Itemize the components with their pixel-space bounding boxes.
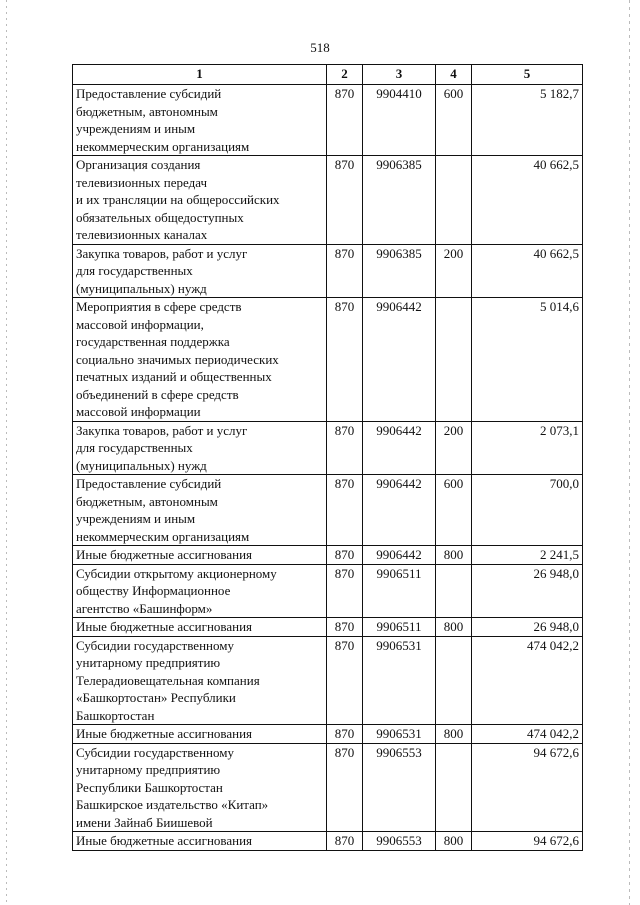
row-expense-type-cell: 800 [436, 546, 472, 565]
row-name-cell: Закупка товаров, работ и услуг для государственных (муниципальных) нужд [73, 244, 327, 298]
table-row [73, 743, 583, 832]
column-header-4: 4 [436, 65, 472, 85]
row-amount-cell: 94 672,6 [472, 832, 583, 851]
table-row [73, 156, 583, 245]
column-header-1: 1 [73, 65, 327, 85]
row-target-article-cell: 9906442 [363, 421, 436, 475]
column-header-3: 3 [363, 65, 436, 85]
row-amount-cell: 40 662,5 [472, 244, 583, 298]
row-code-cell: 870 [327, 832, 363, 851]
row-expense-type-cell [436, 564, 472, 618]
budget-table [72, 64, 583, 851]
row-name-cell: Субсидии государственному унитарному предприятию Республики Башкортостан Башкирское издательство «Китап» имени Зайнаб Биишевой [73, 743, 327, 832]
row-target-article-cell: 9904410 [363, 85, 436, 156]
table-body [73, 85, 583, 851]
row-amount-cell: 5 182,7 [472, 85, 583, 156]
table-row [73, 244, 583, 298]
row-name-cell: Организация создания телевизионных передач и их трансляции на общероссийских обязательных общедоступных телевизионных каналах [73, 156, 327, 245]
row-amount-cell: 2 241,5 [472, 546, 583, 565]
row-target-article-cell: 9906553 [363, 743, 436, 832]
row-amount-cell: 474 042,2 [472, 636, 583, 725]
row-target-article-cell: 9906511 [363, 564, 436, 618]
row-target-article-cell: 9906553 [363, 832, 436, 851]
row-amount-cell: 94 672,6 [472, 743, 583, 832]
header-row [73, 65, 583, 85]
table-row [73, 832, 583, 851]
row-name-cell: Мероприятия в сфере средств массовой информации, государственная поддержка социально значимых периодических печатных изданий и общественных объединений в сфере средств массовой информации [73, 298, 327, 422]
row-code-cell: 870 [327, 618, 363, 637]
row-code-cell: 870 [327, 475, 363, 546]
table-row [73, 475, 583, 546]
row-target-article-cell: 9906442 [363, 475, 436, 546]
row-expense-type-cell: 200 [436, 244, 472, 298]
row-amount-cell: 40 662,5 [472, 156, 583, 245]
page-number: 518 [310, 40, 330, 55]
row-target-article-cell: 9906442 [363, 546, 436, 565]
row-expense-type-cell [436, 156, 472, 245]
table-row [73, 85, 583, 156]
row-code-cell: 870 [327, 743, 363, 832]
table-row [73, 636, 583, 725]
row-name-cell: Предоставление субсидий бюджетным, автономным учреждениям и иным некоммерческим организациям [73, 85, 327, 156]
table-row [73, 421, 583, 475]
table-row [73, 564, 583, 618]
row-expense-type-cell: 600 [436, 475, 472, 546]
row-amount-cell: 26 948,0 [472, 564, 583, 618]
row-code-cell: 870 [327, 725, 363, 744]
row-target-article-cell: 9906385 [363, 156, 436, 245]
row-name-cell: Предоставление субсидий бюджетным, автономным учреждениям и иным некоммерческим организациям [73, 475, 327, 546]
row-expense-type-cell: 600 [436, 85, 472, 156]
row-code-cell: 870 [327, 564, 363, 618]
row-amount-cell: 26 948,0 [472, 618, 583, 637]
table-row [73, 725, 583, 744]
table-row [73, 298, 583, 422]
table-row [73, 546, 583, 565]
row-amount-cell: 2 073,1 [472, 421, 583, 475]
row-code-cell: 870 [327, 298, 363, 422]
row-target-article-cell: 9906531 [363, 636, 436, 725]
scan-edge-left [6, 0, 7, 905]
row-code-cell: 870 [327, 85, 363, 156]
row-amount-cell: 700,0 [472, 475, 583, 546]
row-code-cell: 870 [327, 421, 363, 475]
row-name-cell: Иные бюджетные ассигнования [73, 832, 327, 851]
row-name-cell: Иные бюджетные ассигнования [73, 546, 327, 565]
row-expense-type-cell [436, 636, 472, 725]
column-header-5: 5 [472, 65, 583, 85]
row-expense-type-cell: 800 [436, 618, 472, 637]
table-row [73, 618, 583, 637]
row-code-cell: 870 [327, 546, 363, 565]
row-expense-type-cell: 200 [436, 421, 472, 475]
row-code-cell: 870 [327, 156, 363, 245]
row-target-article-cell: 9906531 [363, 725, 436, 744]
row-code-cell: 870 [327, 636, 363, 725]
row-name-cell: Субсидии государственному унитарному предприятию Телерадиовещательная компания «Башкортостан» Республики Башкортостан [73, 636, 327, 725]
row-expense-type-cell: 800 [436, 725, 472, 744]
row-name-cell: Закупка товаров, работ и услуг для государственных (муниципальных) нужд [73, 421, 327, 475]
row-amount-cell: 474 042,2 [472, 725, 583, 744]
row-expense-type-cell: 800 [436, 832, 472, 851]
row-name-cell: Иные бюджетные ассигнования [73, 618, 327, 637]
row-target-article-cell: 9906385 [363, 244, 436, 298]
column-header-2: 2 [327, 65, 363, 85]
row-name-cell: Субсидии открытому акционерному обществу Информационное агентство «Башинформ» [73, 564, 327, 618]
row-target-article-cell: 9906442 [363, 298, 436, 422]
row-expense-type-cell [436, 298, 472, 422]
row-target-article-cell: 9906511 [363, 618, 436, 637]
row-expense-type-cell [436, 743, 472, 832]
scan-edge-right [629, 0, 630, 905]
row-amount-cell: 5 014,6 [472, 298, 583, 422]
row-code-cell: 870 [327, 244, 363, 298]
row-name-cell: Иные бюджетные ассигнования [73, 725, 327, 744]
